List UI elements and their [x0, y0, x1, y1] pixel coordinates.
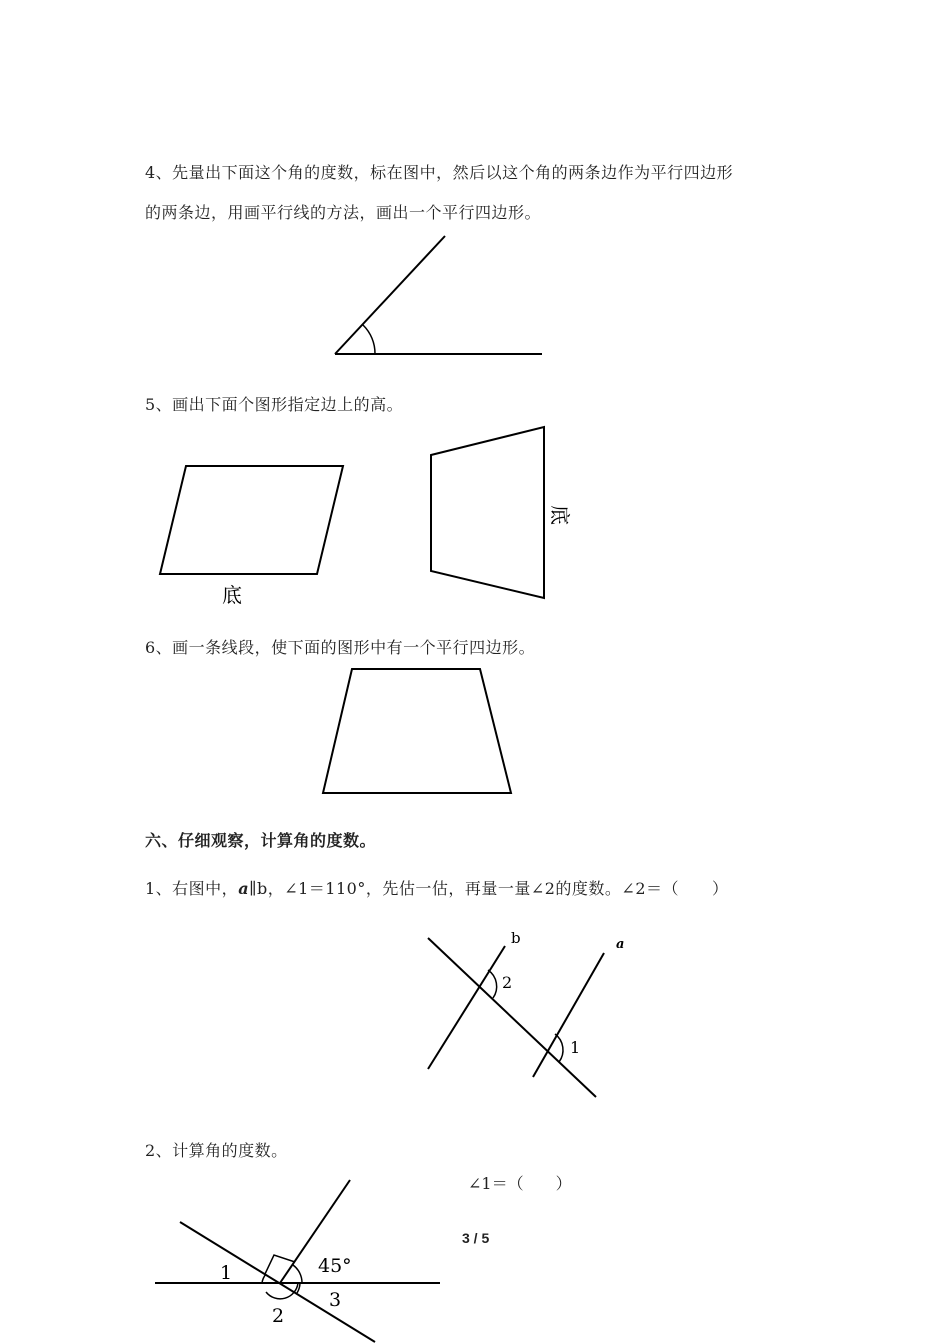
s6q1-label-2: 2 [502, 973, 513, 992]
s6q1-text-b: ∥b，∠1＝110°，先估一估，再量一量∠2的度数。∠2＝（ ） [249, 879, 729, 898]
s6q2-label-1: 1 [220, 1262, 233, 1284]
page-number: 3 / 5 [462, 1230, 490, 1246]
s6q2-arc-1 [262, 1274, 266, 1283]
s6q2-answer: ∠1＝（ ） [468, 1174, 572, 1193]
s6q1-arc-2 [488, 970, 497, 998]
q6-trapezoid [323, 669, 511, 793]
q6-text: 6、画一条线段，使下面的图形中有一个平行四边形。 [145, 638, 536, 657]
s6q2-text: 2、计算角的度数。 [145, 1141, 288, 1160]
q4-angle-ray-slanted [335, 236, 445, 354]
section6-title: 六、仔细观察，计算角的度数。 [145, 831, 377, 850]
s6q1-label-1: 1 [570, 1038, 581, 1057]
q5-base-label-2: 底 [548, 505, 572, 525]
s6q1-line-b [428, 946, 505, 1069]
s6q1-label-b: b [511, 929, 521, 947]
s6q2-figure [155, 1180, 440, 1342]
q4-angle-figure [335, 236, 542, 354]
q4-text-line2: 的两条边，用画平行线的方法，画出一个平行四边形。 [145, 203, 542, 222]
s6q2-right-angle-mark [265, 1255, 295, 1274]
s6q2-label-45: 45° [318, 1255, 352, 1277]
s6q1-figure [428, 938, 604, 1097]
s6q1-line-a [533, 953, 604, 1077]
q5-text: 5、画出下面个图形指定边上的高。 [145, 395, 404, 414]
s6q1-text-a: 1、右图中， [145, 879, 239, 898]
q4-angle-arc [363, 325, 375, 354]
s6q1-label-a: a [616, 937, 625, 952]
s6q2-arc-45 [293, 1265, 302, 1283]
s6q1-italic-a: a [238, 879, 250, 898]
q4-text-line1: 4、先量出下面这个角的度数，标在图中，然后以这个角的两条边作为平行四边形 [145, 163, 734, 182]
s6q1-transversal [428, 938, 596, 1097]
s6q2-label-3: 3 [329, 1289, 342, 1311]
q5-trapezoid [431, 427, 544, 598]
s6q2-label-2: 2 [272, 1305, 285, 1327]
q5-parallelogram [160, 466, 343, 574]
q5-base-label-1: 底 [222, 583, 242, 607]
